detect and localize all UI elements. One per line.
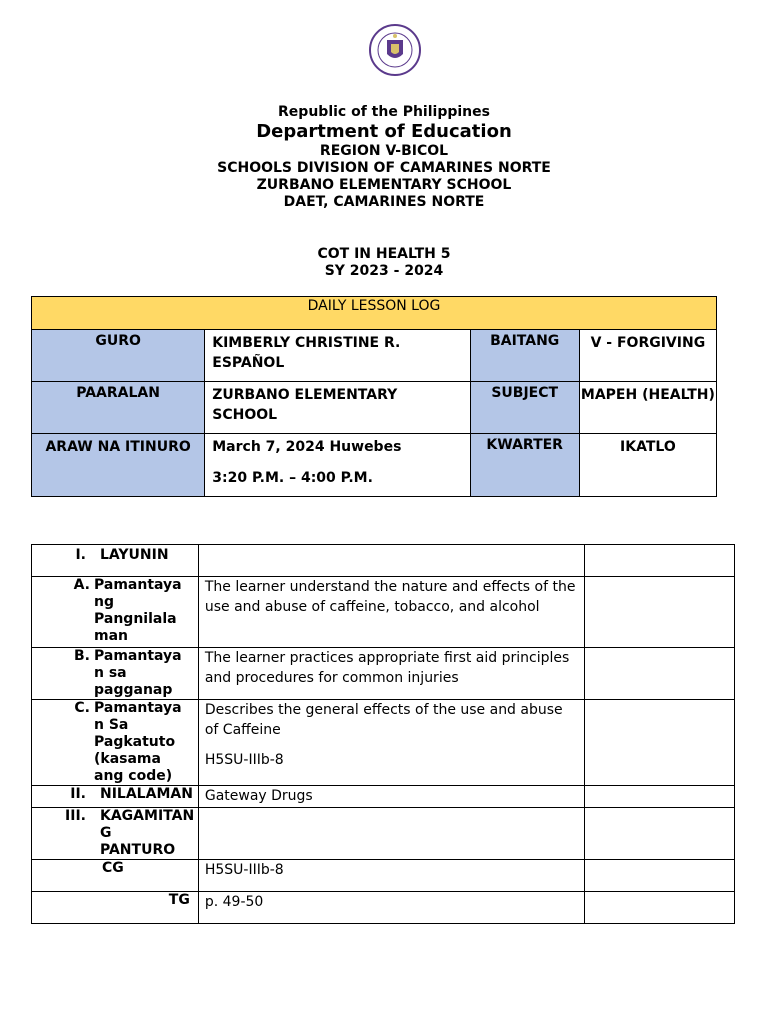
lesson-plan-table xyxy=(31,544,735,924)
baitang-value: V - FORGIVING xyxy=(579,330,716,382)
tg-cell xyxy=(32,892,199,924)
nilalaman-cell xyxy=(32,786,199,808)
pamantayan-pagganap-text: The learner practices appropriate first aid principles and procedures for common injuries xyxy=(198,648,584,700)
pamantayan-pagkatuto-cell xyxy=(32,700,199,786)
guro-value: KIMBERLY CHRISTINE R. ESPAÑOL xyxy=(205,330,470,382)
araw-value xyxy=(205,434,470,497)
araw-label: ARAW NA ITINURO xyxy=(32,434,205,497)
pamantayan-pangnilalaman-cell xyxy=(32,577,199,648)
lesson-info-table xyxy=(31,296,717,497)
section-number: I. xyxy=(75,547,86,563)
division-line: SCHOOLS DIVISION OF CAMARINES NORTE xyxy=(217,160,551,176)
baitang-label: BAITANG xyxy=(470,330,579,382)
kwarter-label: KWARTER xyxy=(470,434,579,497)
document-header xyxy=(0,104,768,211)
item-letter: B. xyxy=(74,648,90,664)
pamantayan-pagganap-label: Pamantaya n sa pagganap xyxy=(94,648,182,698)
section-number: II. xyxy=(70,786,86,802)
subject-value: MAPEH (HEALTH) xyxy=(579,382,716,434)
tg-text: p. 49-50 xyxy=(198,892,584,924)
layunin-label: LAYUNIN xyxy=(100,547,169,563)
location-line: DAET, CAMARINES NORTE xyxy=(283,194,485,210)
kwarter-value: IKATLO xyxy=(579,434,716,497)
cg-cell xyxy=(32,860,199,892)
guro-label: GURO xyxy=(32,330,205,382)
pamantayan-pagganap-cell xyxy=(32,648,199,700)
section-number: III. xyxy=(65,808,86,824)
paaralan-value: ZURBANO ELEMENTARY SCHOOL xyxy=(205,382,470,434)
araw-date: March 7, 2024 Huwebes xyxy=(212,439,402,455)
school-year: SY 2023 - 2024 xyxy=(324,263,444,279)
pamantayan-pangnilalaman-label: Pamantaya ng Pangnilala man xyxy=(94,577,182,644)
cg-label: CG xyxy=(102,860,124,876)
item-letter: A. xyxy=(73,577,90,593)
subject-label: SUBJECT xyxy=(470,382,579,434)
paaralan-label: PAARALAN xyxy=(32,382,205,434)
republic-line: Republic of the Philippines xyxy=(278,104,490,120)
cg-text: H5SU-IIIb-8 xyxy=(198,860,584,892)
competency-code: H5SU-IIIb-8 xyxy=(204,752,284,768)
kagamitan-cell xyxy=(32,808,199,860)
tg-label: TG xyxy=(168,892,190,908)
school-line: ZURBANO ELEMENTARY SCHOOL xyxy=(256,177,512,193)
layunin-cell xyxy=(32,545,199,577)
objective-text: Describes the general effects of the use and abuse of Caffeine xyxy=(204,702,563,738)
nilalaman-text: Gateway Drugs xyxy=(198,786,584,808)
nilalaman-label: NILALAMAN xyxy=(100,786,193,802)
pamantayan-pagkatuto-label: Pamantaya n Sa Pagkatuto (kasama ang code) xyxy=(94,700,182,784)
daily-lesson-log-banner: DAILY LESSON LOG xyxy=(32,297,717,330)
pamantayan-pagkatuto-text xyxy=(198,700,584,786)
deped-seal-icon xyxy=(367,24,423,76)
department-title: Department of Education xyxy=(256,121,512,142)
item-letter: C. xyxy=(74,700,90,716)
pamantayan-pangnilalaman-text: The learner understand the nature and effects of the use and abuse of caffeine, tobacco, and alcohol xyxy=(198,577,584,648)
cot-title: COT IN HEALTH 5 xyxy=(317,246,451,262)
kagamitan-label: KAGAMITAN G PANTURO xyxy=(100,808,195,858)
lesson-title-block xyxy=(0,246,768,280)
region-line: REGION V-BICOL xyxy=(319,143,449,159)
araw-time: 3:20 P.M. – 4:00 P.M. xyxy=(212,470,373,486)
